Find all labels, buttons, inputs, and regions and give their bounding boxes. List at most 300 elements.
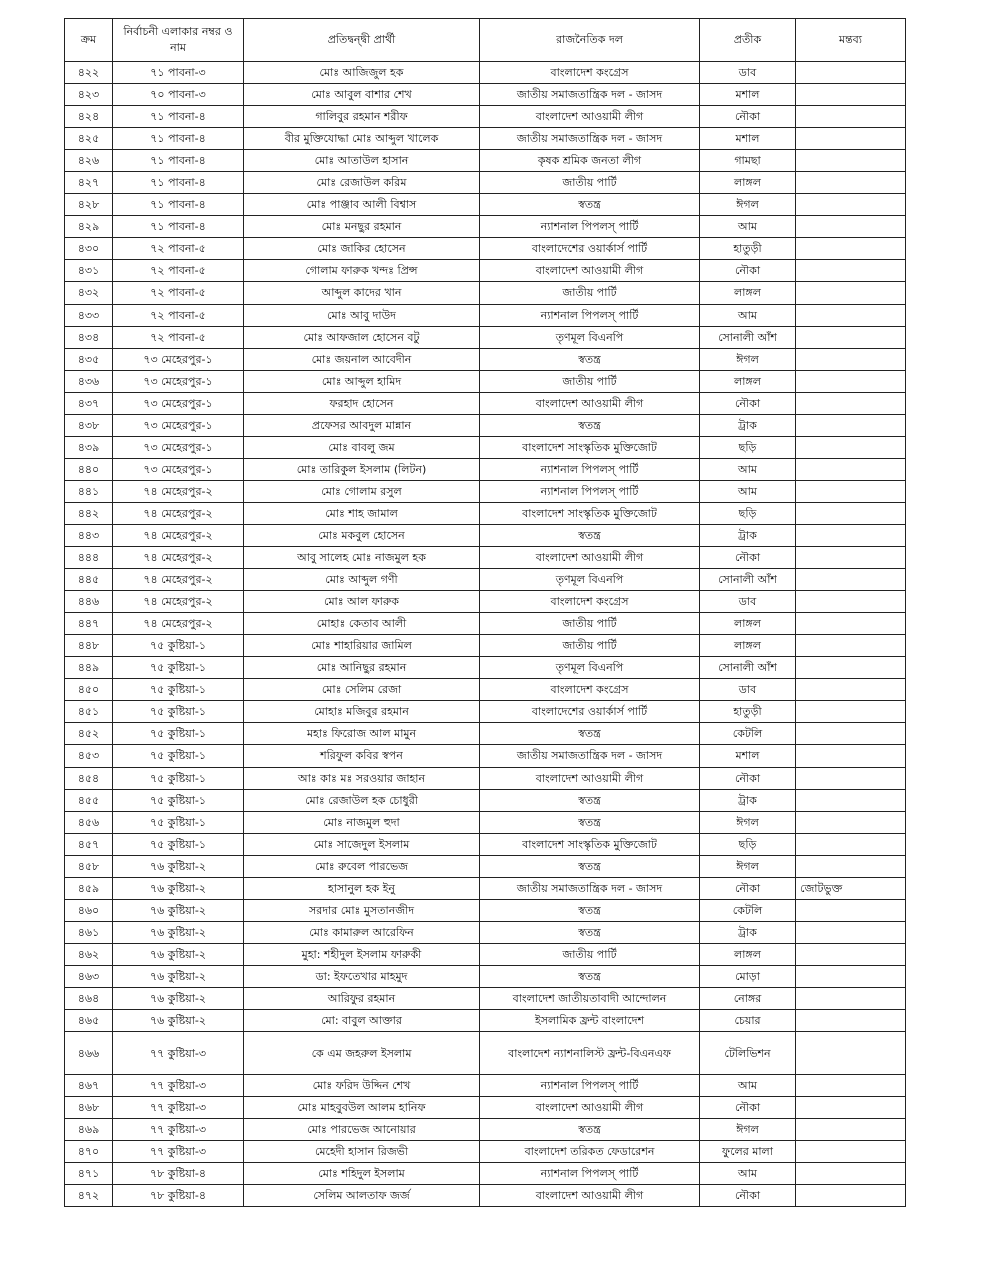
- cell-area: ৭৮ কুষ্টিয়া-৪: [113, 1163, 244, 1185]
- cell-party: স্বতন্ত্র: [480, 789, 700, 811]
- cell-area: ৭৫ কুষ্টিয়া-১: [113, 745, 244, 767]
- table-row: [65, 635, 906, 657]
- cell-candidate: মোঃ আব্দুল গণী: [244, 569, 480, 591]
- cell-area: ৭৫ কুষ্টিয়া-১: [113, 833, 244, 855]
- cell-candidate: মহাঃ ফিরোজ আল মামুন: [244, 723, 480, 745]
- cell-party: বাংলাদেশ আওয়ামী লীগ: [480, 106, 700, 128]
- cell-symbol: নৌকা: [700, 1097, 796, 1119]
- table-row: [65, 150, 906, 172]
- table-row: [65, 480, 906, 502]
- table-row: [65, 833, 906, 855]
- cell-remarks: [796, 260, 906, 282]
- cell-area: ৭৬ কুষ্টিয়া-২: [113, 965, 244, 987]
- cell-party: স্বতন্ত্র: [480, 348, 700, 370]
- table-row: [65, 106, 906, 128]
- table-row: [65, 62, 906, 84]
- cell-candidate: মোঃ বাবলু জম: [244, 436, 480, 458]
- cell-area: ৭৬ কুষ্টিয়া-২: [113, 1010, 244, 1032]
- cell-symbol: নৌকা: [700, 260, 796, 282]
- cell-party: ন্যাশনাল পিপলস্ পার্টি: [480, 1163, 700, 1185]
- cell-symbol: সোনালী আঁশ: [700, 657, 796, 679]
- cell-serial: ৪৪১: [65, 480, 113, 502]
- cell-serial: ৪৪৩: [65, 524, 113, 546]
- cell-symbol: ঈগল: [700, 811, 796, 833]
- cell-serial: ৪৫০: [65, 679, 113, 701]
- cell-area: ৭৪ মেহেরপুর-২: [113, 480, 244, 502]
- table-row: [65, 1010, 906, 1032]
- cell-party: তৃণমূল বিএনপি: [480, 569, 700, 591]
- cell-remarks: [796, 106, 906, 128]
- cell-serial: ৪৬১: [65, 921, 113, 943]
- cell-symbol: ফুলের মালা: [700, 1141, 796, 1163]
- cell-remarks: [796, 348, 906, 370]
- cell-serial: ৪২৫: [65, 128, 113, 150]
- cell-serial: ৪৬৮: [65, 1097, 113, 1119]
- cell-party: বাংলাদেশ আওয়ামী লীগ: [480, 767, 700, 789]
- cell-area: ৭১ পাবনা-৪: [113, 106, 244, 128]
- cell-serial: ৪২৪: [65, 106, 113, 128]
- cell-serial: ৪৪৫: [65, 569, 113, 591]
- cell-party: ন্যাশনাল পিপলস্ পার্টি: [480, 1075, 700, 1097]
- cell-candidate: মোহাঃ মজিবুর রহমান: [244, 701, 480, 723]
- cell-serial: ৪৭১: [65, 1163, 113, 1185]
- cell-area: ৭১ পাবনা-৩: [113, 62, 244, 84]
- cell-party: ন্যাশনাল পিপলস্ পার্টি: [480, 458, 700, 480]
- cell-remarks: [796, 745, 906, 767]
- cell-candidate: মোঃ পাঞ্জাব আলী বিশ্বাস: [244, 194, 480, 216]
- cell-symbol: মশাল: [700, 745, 796, 767]
- cell-party: স্বতন্ত্র: [480, 524, 700, 546]
- candidate-table: [64, 18, 906, 1207]
- cell-party: স্বতন্ত্র: [480, 811, 700, 833]
- table-row: [65, 326, 906, 348]
- cell-serial: ৪৫৬: [65, 811, 113, 833]
- cell-symbol: ডাব: [700, 679, 796, 701]
- cell-serial: ৪৩৮: [65, 414, 113, 436]
- cell-remarks: [796, 987, 906, 1009]
- cell-symbol: আম: [700, 216, 796, 238]
- cell-serial: ৪৩৯: [65, 436, 113, 458]
- cell-area: ৭১ পাবনা-৪: [113, 194, 244, 216]
- cell-symbol: নৌকা: [700, 106, 796, 128]
- cell-remarks: [796, 414, 906, 436]
- cell-serial: ৪৬৪: [65, 987, 113, 1009]
- cell-area: ৭৭ কুষ্টিয়া-৩: [113, 1097, 244, 1119]
- cell-serial: ৪৬৭: [65, 1075, 113, 1097]
- cell-party: জাতীয় পার্টি: [480, 635, 700, 657]
- table-row: [65, 745, 906, 767]
- cell-remarks: [796, 150, 906, 172]
- cell-area: ৭৩ মেহেরপুর-১: [113, 458, 244, 480]
- cell-remarks: [796, 392, 906, 414]
- cell-symbol: ট্রাক: [700, 921, 796, 943]
- cell-remarks: [796, 62, 906, 84]
- cell-candidate: মোঃ রুবেল পারভেজ: [244, 855, 480, 877]
- cell-remarks: [796, 547, 906, 569]
- cell-remarks: [796, 767, 906, 789]
- cell-candidate: মোঃ সাজেদুল ইসলাম: [244, 833, 480, 855]
- cell-symbol: কেটলি: [700, 723, 796, 745]
- cell-remarks: [796, 1010, 906, 1032]
- cell-symbol: নৌকা: [700, 1185, 796, 1207]
- cell-party: জাতীয় পার্টি: [480, 172, 700, 194]
- cell-symbol: ছড়ি: [700, 833, 796, 855]
- table-row: [65, 282, 906, 304]
- cell-symbol: কেটলি: [700, 899, 796, 921]
- cell-candidate: ডা: ইফতেখার মাহমুদ: [244, 965, 480, 987]
- cell-symbol: গামছা: [700, 150, 796, 172]
- table-row: [65, 789, 906, 811]
- cell-symbol: চেয়ার: [700, 1010, 796, 1032]
- cell-candidate: মোঃ আব্দুল হামিদ: [244, 370, 480, 392]
- cell-area: ৭১ পাবনা-৪: [113, 150, 244, 172]
- cell-serial: ৪২৯: [65, 216, 113, 238]
- cell-symbol: ছড়ি: [700, 436, 796, 458]
- table-row: [65, 128, 906, 150]
- cell-symbol: লাঙ্গল: [700, 172, 796, 194]
- cell-area: ৭২ পাবনা-৫: [113, 304, 244, 326]
- cell-serial: ৪৬৫: [65, 1010, 113, 1032]
- cell-area: ৭০ পাবনা-৩: [113, 84, 244, 106]
- cell-party: বাংলাদেশ জাতীয়তাবাদী আন্দোলন: [480, 987, 700, 1009]
- cell-serial: ৪৬২: [65, 943, 113, 965]
- cell-symbol: আম: [700, 480, 796, 502]
- table-row: [65, 899, 906, 921]
- cell-candidate: হাসানুল হক ইনু: [244, 877, 480, 899]
- cell-candidate: মুহা: শহীদুল ইসলাম ফারুকী: [244, 943, 480, 965]
- cell-serial: ৪২৬: [65, 150, 113, 172]
- cell-remarks: [796, 370, 906, 392]
- cell-party: বাংলাদেশ সাংস্কৃতিক মুক্তিজোট: [480, 502, 700, 524]
- cell-remarks: [796, 502, 906, 524]
- cell-candidate: মোঃ আনিছুর রহমান: [244, 657, 480, 679]
- table-row: [65, 1163, 906, 1185]
- table-row: [65, 657, 906, 679]
- cell-area: ৭৫ কুষ্টিয়া-১: [113, 723, 244, 745]
- cell-area: ৭১ পাবনা-৪: [113, 172, 244, 194]
- cell-symbol: সোনালী আঁশ: [700, 569, 796, 591]
- cell-remarks: [796, 943, 906, 965]
- cell-serial: ৪২৮: [65, 194, 113, 216]
- cell-remarks: [796, 524, 906, 546]
- table-row: [65, 216, 906, 238]
- cell-remarks: [796, 635, 906, 657]
- cell-remarks: [796, 282, 906, 304]
- cell-area: ৭৫ কুষ্টিয়া-১: [113, 789, 244, 811]
- cell-symbol: হাতুড়ী: [700, 238, 796, 260]
- cell-serial: ৪৬৩: [65, 965, 113, 987]
- cell-area: ৭৪ মেহেরপুর-২: [113, 569, 244, 591]
- cell-serial: ৪৪৮: [65, 635, 113, 657]
- cell-party: স্বতন্ত্র: [480, 723, 700, 745]
- cell-symbol: লাঙ্গল: [700, 635, 796, 657]
- cell-area: ৭৭ কুষ্টিয়া-৩: [113, 1141, 244, 1163]
- cell-area: ৭৪ মেহেরপুর-২: [113, 591, 244, 613]
- cell-area: ৭৩ মেহেরপুর-১: [113, 392, 244, 414]
- cell-remarks: [796, 1141, 906, 1163]
- cell-party: তৃণমূল বিএনপি: [480, 657, 700, 679]
- table-row: [65, 1185, 906, 1207]
- cell-remarks: [796, 1097, 906, 1119]
- cell-symbol: টেলিভিশন: [700, 1032, 796, 1075]
- table-row: [65, 260, 906, 282]
- cell-area: ৭১ পাবনা-৪: [113, 216, 244, 238]
- cell-candidate: মোঃ জাকির হোসেন: [244, 238, 480, 260]
- cell-candidate: আবু সালেহ মোঃ নাজমুল হক: [244, 547, 480, 569]
- cell-remarks: [796, 921, 906, 943]
- cell-candidate: শরিফুল কবির স্বপন: [244, 745, 480, 767]
- cell-serial: ৪৩২: [65, 282, 113, 304]
- cell-candidate: মোঃ মনছুর রহমান: [244, 216, 480, 238]
- cell-symbol: নৌকা: [700, 547, 796, 569]
- cell-area: ৭৭ কুষ্টিয়া-৩: [113, 1119, 244, 1141]
- cell-candidate: গালিবুর রহমান শরীফ: [244, 106, 480, 128]
- cell-remarks: [796, 855, 906, 877]
- cell-remarks: [796, 965, 906, 987]
- cell-area: ৭৪ মেহেরপুর-২: [113, 502, 244, 524]
- table-row: [65, 723, 906, 745]
- cell-symbol: ছড়ি: [700, 502, 796, 524]
- table-row: [65, 987, 906, 1009]
- cell-candidate: কে এম জহরুল ইসলাম: [244, 1032, 480, 1075]
- cell-serial: ৪৫৩: [65, 745, 113, 767]
- table-row: [65, 877, 906, 899]
- cell-candidate: বীর মুক্তিযোদ্ধা মোঃ আব্দুল খালেক: [244, 128, 480, 150]
- cell-remarks: [796, 899, 906, 921]
- cell-symbol: লাঙ্গল: [700, 943, 796, 965]
- table-row: [65, 613, 906, 635]
- header-symbol: প্রতীক: [700, 19, 796, 62]
- cell-party: স্বতন্ত্র: [480, 1119, 700, 1141]
- cell-serial: ৪৫১: [65, 701, 113, 723]
- cell-party: কৃষক শ্রমিক জনতা লীগ: [480, 150, 700, 172]
- table-row: [65, 524, 906, 546]
- cell-candidate: মোঃ নাজমুল হুদা: [244, 811, 480, 833]
- cell-remarks: জোটভুক্ত: [796, 877, 906, 899]
- table-row: [65, 767, 906, 789]
- cell-remarks: [796, 1119, 906, 1141]
- cell-party: বাংলাদেশ কংগ্রেস: [480, 679, 700, 701]
- cell-party: স্বতন্ত্র: [480, 855, 700, 877]
- cell-party: বাংলাদেশ সাংস্কৃতিক মুক্তিজোট: [480, 833, 700, 855]
- cell-party: জাতীয় সমাজতান্ত্রিক দল - জাসদ: [480, 745, 700, 767]
- cell-party: ন্যাশনাল পিপলস্ পার্টি: [480, 304, 700, 326]
- cell-serial: ৪৫৪: [65, 767, 113, 789]
- cell-serial: ৪৩৪: [65, 326, 113, 348]
- cell-candidate: মোঃ শাহারিয়ার জামিল: [244, 635, 480, 657]
- cell-remarks: [796, 789, 906, 811]
- header-area: নির্বাচনী এলাকার নম্বর ও নাম: [113, 19, 244, 62]
- cell-serial: ৪৩৬: [65, 370, 113, 392]
- cell-serial: ৪৪৭: [65, 613, 113, 635]
- cell-serial: ৪৫৫: [65, 789, 113, 811]
- cell-party: বাংলাদেশ আওয়ামী লীগ: [480, 1185, 700, 1207]
- cell-party: জাতীয় সমাজতান্ত্রিক দল - জাসদ: [480, 877, 700, 899]
- table-row: [65, 701, 906, 723]
- table-row: [65, 855, 906, 877]
- cell-symbol: ঈগল: [700, 348, 796, 370]
- cell-candidate: মোঃ শাহ জামাল: [244, 502, 480, 524]
- cell-remarks: [796, 723, 906, 745]
- cell-remarks: [796, 216, 906, 238]
- cell-remarks: [796, 304, 906, 326]
- cell-candidate: মোঃ ফরিদ উদ্দিন শেখ: [244, 1075, 480, 1097]
- cell-remarks: [796, 84, 906, 106]
- cell-area: ৭২ পাবনা-৫: [113, 238, 244, 260]
- cell-candidate: মোঃ তারিকুল ইসলাম (লিটন): [244, 458, 480, 480]
- cell-candidate: ফরহাদ হোসেন: [244, 392, 480, 414]
- cell-serial: ৪৬৯: [65, 1119, 113, 1141]
- table-row: [65, 348, 906, 370]
- cell-party: ন্যাশনাল পিপলস্ পার্টি: [480, 480, 700, 502]
- cell-symbol: ঈগল: [700, 1119, 796, 1141]
- cell-serial: ৪৫৯: [65, 877, 113, 899]
- cell-party: জাতীয় সমাজতান্ত্রিক দল - জাসদ: [480, 128, 700, 150]
- cell-area: ৭৫ কুষ্টিয়া-১: [113, 635, 244, 657]
- cell-candidate: মোঃ রেজাউল করিম: [244, 172, 480, 194]
- cell-area: ৭৩ মেহেরপুর-১: [113, 348, 244, 370]
- cell-area: ৭৪ মেহেরপুর-২: [113, 547, 244, 569]
- cell-symbol: আম: [700, 458, 796, 480]
- table-row: [65, 943, 906, 965]
- cell-candidate: মোঃ সেলিম রেজা: [244, 679, 480, 701]
- cell-area: ৭৬ কুষ্টিয়া-২: [113, 877, 244, 899]
- table-row: [65, 1075, 906, 1097]
- cell-area: ৭২ পাবনা-৫: [113, 260, 244, 282]
- table-row: [65, 84, 906, 106]
- table-row: [65, 502, 906, 524]
- cell-remarks: [796, 657, 906, 679]
- table-row: [65, 1119, 906, 1141]
- table-row: [65, 921, 906, 943]
- cell-party: বাংলাদেশ তরিকত ফেডারেশন: [480, 1141, 700, 1163]
- cell-remarks: [796, 1032, 906, 1075]
- cell-remarks: [796, 480, 906, 502]
- table-row: [65, 1097, 906, 1119]
- cell-party: বাংলাদেশ সাংস্কৃতিক মুক্তিজোট: [480, 436, 700, 458]
- cell-party: বাংলাদেশ আওয়ামী লীগ: [480, 392, 700, 414]
- table-row: [65, 569, 906, 591]
- cell-symbol: হাতুড়ী: [700, 701, 796, 723]
- cell-candidate: মোঃ গোলাম রসুল: [244, 480, 480, 502]
- cell-remarks: [796, 1163, 906, 1185]
- cell-symbol: লাঙ্গল: [700, 370, 796, 392]
- cell-remarks: [796, 1185, 906, 1207]
- table-row: [65, 436, 906, 458]
- cell-serial: ৪২৭: [65, 172, 113, 194]
- cell-area: ৭৫ কুষ্টিয়া-১: [113, 657, 244, 679]
- table-row: [65, 547, 906, 569]
- cell-party: স্বতন্ত্র: [480, 899, 700, 921]
- cell-remarks: [796, 679, 906, 701]
- cell-area: ৭৫ কুষ্টিয়া-১: [113, 767, 244, 789]
- cell-party: ন্যাশনাল পিপলস্ পার্টি: [480, 216, 700, 238]
- cell-area: ৭৭ কুষ্টিয়া-৩: [113, 1032, 244, 1075]
- cell-candidate: আরিফুর রহমান: [244, 987, 480, 1009]
- cell-serial: ৪৪২: [65, 502, 113, 524]
- cell-symbol: ট্রাক: [700, 524, 796, 546]
- cell-area: ৭৭ কুষ্টিয়া-৩: [113, 1075, 244, 1097]
- cell-party: বাংলাদেশ কংগ্রেস: [480, 591, 700, 613]
- cell-remarks: [796, 172, 906, 194]
- table-row: [65, 392, 906, 414]
- cell-serial: ৪৭২: [65, 1185, 113, 1207]
- table-row: [65, 304, 906, 326]
- cell-party: স্বতন্ত্র: [480, 965, 700, 987]
- table-row: [65, 172, 906, 194]
- cell-party: বাংলাদেশ ন্যাশনালিস্ট ফ্রন্ট-বিএনএফ: [480, 1032, 700, 1075]
- cell-serial: ৪৪৯: [65, 657, 113, 679]
- cell-serial: ৪৪৬: [65, 591, 113, 613]
- cell-candidate: মোঃ শহিদুল ইসলাম: [244, 1163, 480, 1185]
- cell-candidate: মেহেদী হাসান রিজভী: [244, 1141, 480, 1163]
- cell-serial: ৪২২: [65, 62, 113, 84]
- table-row: [65, 1141, 906, 1163]
- cell-area: ৭৬ কুষ্টিয়া-২: [113, 943, 244, 965]
- cell-serial: ৪৪৪: [65, 547, 113, 569]
- cell-area: ৭৪ মেহেরপুর-২: [113, 613, 244, 635]
- cell-symbol: ঈগল: [700, 855, 796, 877]
- cell-candidate: মোহাঃ কেতাব আলী: [244, 613, 480, 635]
- cell-area: ৭২ পাবনা-৫: [113, 282, 244, 304]
- cell-remarks: [796, 613, 906, 635]
- cell-symbol: ডাব: [700, 62, 796, 84]
- table-row: [65, 811, 906, 833]
- cell-symbol: মশাল: [700, 128, 796, 150]
- cell-remarks: [796, 326, 906, 348]
- cell-symbol: ট্রাক: [700, 789, 796, 811]
- cell-serial: ৪৬০: [65, 899, 113, 921]
- cell-remarks: [796, 811, 906, 833]
- cell-remarks: [796, 238, 906, 260]
- cell-party: বাংলাদেশের ওয়ার্কার্স পার্টি: [480, 238, 700, 260]
- cell-candidate: মোঃ মাহবুবউল আলম হানিফ: [244, 1097, 480, 1119]
- cell-remarks: [796, 128, 906, 150]
- cell-serial: ৪৩১: [65, 260, 113, 282]
- cell-party: স্বতন্ত্র: [480, 194, 700, 216]
- cell-area: ৭৫ কুষ্টিয়া-১: [113, 679, 244, 701]
- cell-serial: ৪৩০: [65, 238, 113, 260]
- cell-party: জাতীয় পার্টি: [480, 943, 700, 965]
- cell-serial: ৪৬৬: [65, 1032, 113, 1075]
- cell-party: জাতীয় পার্টি: [480, 613, 700, 635]
- cell-candidate: মো: বাবুল আক্তার: [244, 1010, 480, 1032]
- cell-candidate: মোঃ পারভেজ আনোয়ার: [244, 1119, 480, 1141]
- cell-party: তৃণমূল বিএনপি: [480, 326, 700, 348]
- cell-candidate: আব্দুল কাদের খান: [244, 282, 480, 304]
- cell-candidate: মোঃ আফজাল হোসেন বটু: [244, 326, 480, 348]
- table-row: [65, 414, 906, 436]
- table-row: [65, 238, 906, 260]
- header-party: রাজনৈতিক দল: [480, 19, 700, 62]
- cell-symbol: সোনালী আঁশ: [700, 326, 796, 348]
- cell-party: বাংলাদেশ কংগ্রেস: [480, 62, 700, 84]
- cell-remarks: [796, 458, 906, 480]
- cell-remarks: [796, 569, 906, 591]
- header-serial: ক্রম: [65, 19, 113, 62]
- cell-party: বাংলাদেশ আওয়ামী লীগ: [480, 260, 700, 282]
- cell-symbol: লাঙ্গল: [700, 613, 796, 635]
- cell-party: বাংলাদেশের ওয়ার্কার্স পার্টি: [480, 701, 700, 723]
- cell-symbol: লাঙ্গল: [700, 282, 796, 304]
- cell-serial: ৪৫৭: [65, 833, 113, 855]
- table-row: [65, 194, 906, 216]
- table-header-row: [65, 19, 906, 62]
- cell-symbol: নৌকা: [700, 877, 796, 899]
- cell-remarks: [796, 194, 906, 216]
- cell-symbol: মশাল: [700, 84, 796, 106]
- cell-candidate: গোলাম ফারুক খন্দঃ প্রিন্স: [244, 260, 480, 282]
